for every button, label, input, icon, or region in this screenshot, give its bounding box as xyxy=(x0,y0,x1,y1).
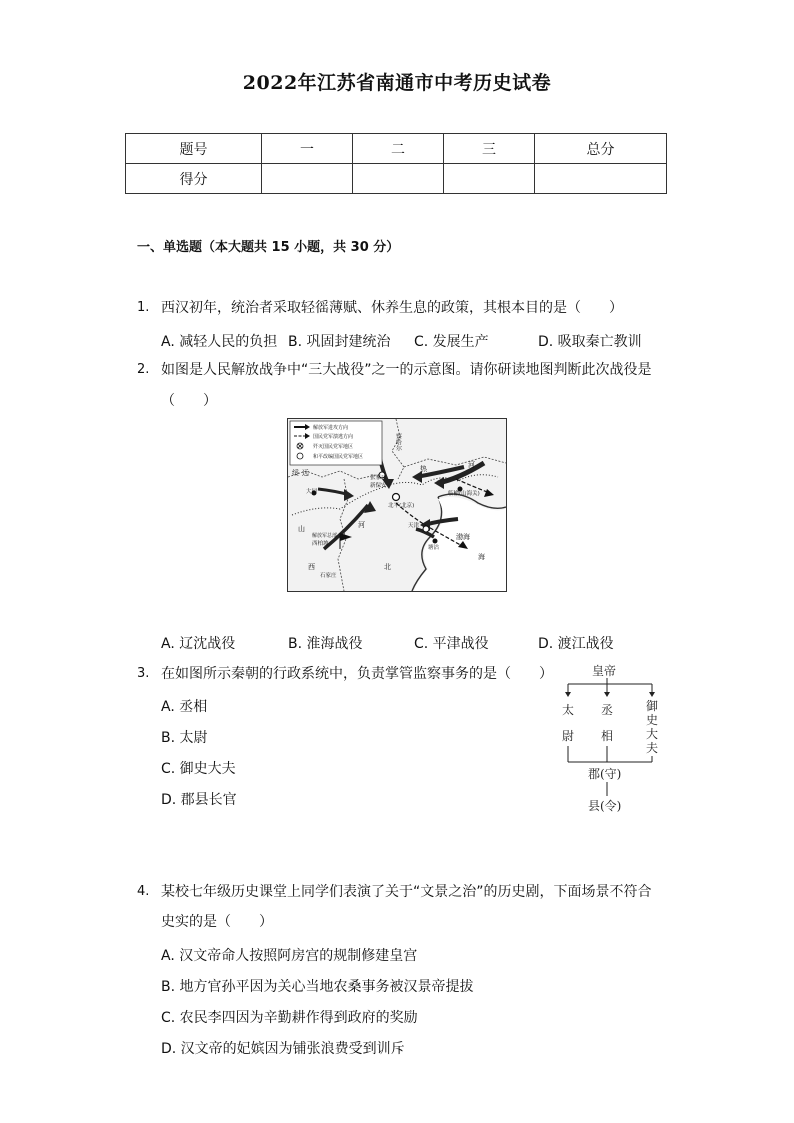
q3-option-c[interactable]: C. 御史大夫 xyxy=(161,761,236,777)
map-label-he: 河 xyxy=(468,461,475,469)
question-2-paren: （ ） xyxy=(161,393,217,409)
map-legend-annihilated: 歼灭国民党军地区 xyxy=(313,444,354,450)
org-taiwei-1: 太 xyxy=(562,703,575,717)
score-table xyxy=(125,133,667,194)
page-title: 2022年江苏省南通市中考历史试卷 xyxy=(242,72,552,94)
map-legend-attack: 解放军进攻方向 xyxy=(313,425,349,431)
map-label-shan: 山 xyxy=(298,525,305,533)
map-label-yuan: 远 xyxy=(302,469,309,477)
score-row-label: 得分 xyxy=(126,164,262,194)
map-label-shijiazhuang: 石家庄 xyxy=(320,573,337,579)
map-label-xinbaoan: 新保安 xyxy=(370,483,387,489)
score-cell[interactable] xyxy=(353,164,444,194)
map-label-hebei-he: 河 xyxy=(358,521,365,529)
map-label-zhangjiakou: 张家口 xyxy=(370,475,387,481)
score-header-cell: 一 xyxy=(262,134,353,164)
q1-option-b[interactable]: B. 巩固封建统治 xyxy=(288,334,391,350)
score-table-score-row xyxy=(126,164,667,194)
org-yushi-1: 御 xyxy=(646,699,659,713)
map-label-xibaipo: 西柏坡 xyxy=(312,541,329,547)
q4-option-a[interactable]: A. 汉文帝命人按照阿房宫的规制修建皇宫 xyxy=(161,948,418,964)
map-label-bohai: 渤海 xyxy=(456,533,470,541)
org-taiwei-2: 尉 xyxy=(562,729,575,743)
q2-option-d[interactable]: D. 渡江战役 xyxy=(538,636,614,652)
qin-admin-org-chart xyxy=(552,660,662,820)
map-label-chahar: 察哈尔 xyxy=(394,433,402,451)
map-label-tanggu: 塘沽 xyxy=(428,545,440,551)
q1-option-c[interactable]: C. 发展生产 xyxy=(414,334,489,350)
question-number: 2. xyxy=(137,362,150,377)
score-header-cell: 题号 xyxy=(126,134,262,164)
q4-option-d[interactable]: D. 汉文帝的妃嫔因为铺张浪费受到训斥 xyxy=(161,1041,405,1057)
q3-option-d[interactable]: D. 郡县长官 xyxy=(161,792,237,808)
map-label-suiyuan: 绥 xyxy=(292,469,299,477)
map-label-pla-hq: 解放军总部 xyxy=(312,533,338,539)
score-cell[interactable] xyxy=(262,164,353,194)
question-1-text: 西汉初年，统治者采取轻徭薄赋、休养生息的政策，其根本目的是（ ） xyxy=(161,300,623,316)
org-xian: 县(令) xyxy=(588,799,622,813)
map-label-hebei-bei: 北 xyxy=(384,563,391,571)
question-4-text-line2: 史实的是（ ） xyxy=(161,914,273,930)
q2-option-c[interactable]: C. 平津战役 xyxy=(414,636,489,652)
question-2-text: 如图是人民解放战争中“三大战役”之一的示意图。请你研读地图判断此次战役是 xyxy=(161,362,652,378)
map-legend-retreat: 国民党军溃逃方向 xyxy=(313,434,354,440)
q1-option-a[interactable]: A. 减轻人民的负担 xyxy=(161,334,278,350)
score-header-cell: 三 xyxy=(444,134,535,164)
q4-option-c[interactable]: C. 农民李四因为辛勤耕作得到政府的奖励 xyxy=(161,1010,418,1026)
map-label-beiping: 北平(北京) xyxy=(388,503,415,509)
question-3-text: 在如图所示秦朝的行政系统中，负责掌管监察事务的是（ ） xyxy=(161,666,553,682)
org-chengxiang-1: 丞 xyxy=(601,703,614,717)
map-label-datong: 大同 xyxy=(306,489,318,495)
q4-option-b[interactable]: B. 地方官孙平因为关心当地农桑事务被汉景帝提拔 xyxy=(161,979,474,995)
org-emperor: 皇帝 xyxy=(592,664,617,678)
q1-option-d[interactable]: D. 吸取秦亡教训 xyxy=(538,334,642,350)
q2-option-a[interactable]: A. 辽沈战役 xyxy=(161,636,236,652)
score-header-cell: 二 xyxy=(353,134,444,164)
q3-option-a[interactable]: A. 丞相 xyxy=(161,699,208,715)
map-label-tianjin: 天津 xyxy=(408,523,420,529)
question-number: 4. xyxy=(137,884,150,899)
question-number: 3. xyxy=(137,666,150,681)
question-4-text-line1: 某校七年级历史课堂上同学们表演了关于“文景之治”的历史剧，下面场景不符合 xyxy=(161,884,652,900)
score-cell[interactable] xyxy=(535,164,667,194)
org-chengxiang-2: 相 xyxy=(601,729,614,743)
score-cell[interactable] xyxy=(444,164,535,194)
org-jun: 郡(守) xyxy=(588,767,622,781)
score-table-header-row xyxy=(126,134,667,164)
map-svg xyxy=(288,419,506,591)
map-label-west: 西 xyxy=(308,563,315,571)
org-yushi-2: 史 xyxy=(646,713,659,727)
map-legend-peaceful: 和平改编国民党军地区 xyxy=(313,454,364,460)
pingjin-campaign-map xyxy=(287,418,507,592)
question-number: 1. xyxy=(137,300,150,315)
map-label-hai: 海 xyxy=(478,553,485,561)
q2-option-b[interactable]: B. 淮海战役 xyxy=(288,636,363,652)
map-label-linyu: 临榆(山海关) xyxy=(448,491,480,497)
org-chart-svg xyxy=(552,660,662,820)
section-heading: 一、单选题（本大题共 15 小题，共 30 分） xyxy=(137,240,400,255)
org-yushi-3: 大 xyxy=(646,727,659,741)
org-yushi-4: 夫 xyxy=(646,741,659,755)
q3-option-b[interactable]: B. 太尉 xyxy=(161,730,208,746)
map-label-re: 热 xyxy=(420,465,427,473)
score-header-cell: 总分 xyxy=(535,134,667,164)
